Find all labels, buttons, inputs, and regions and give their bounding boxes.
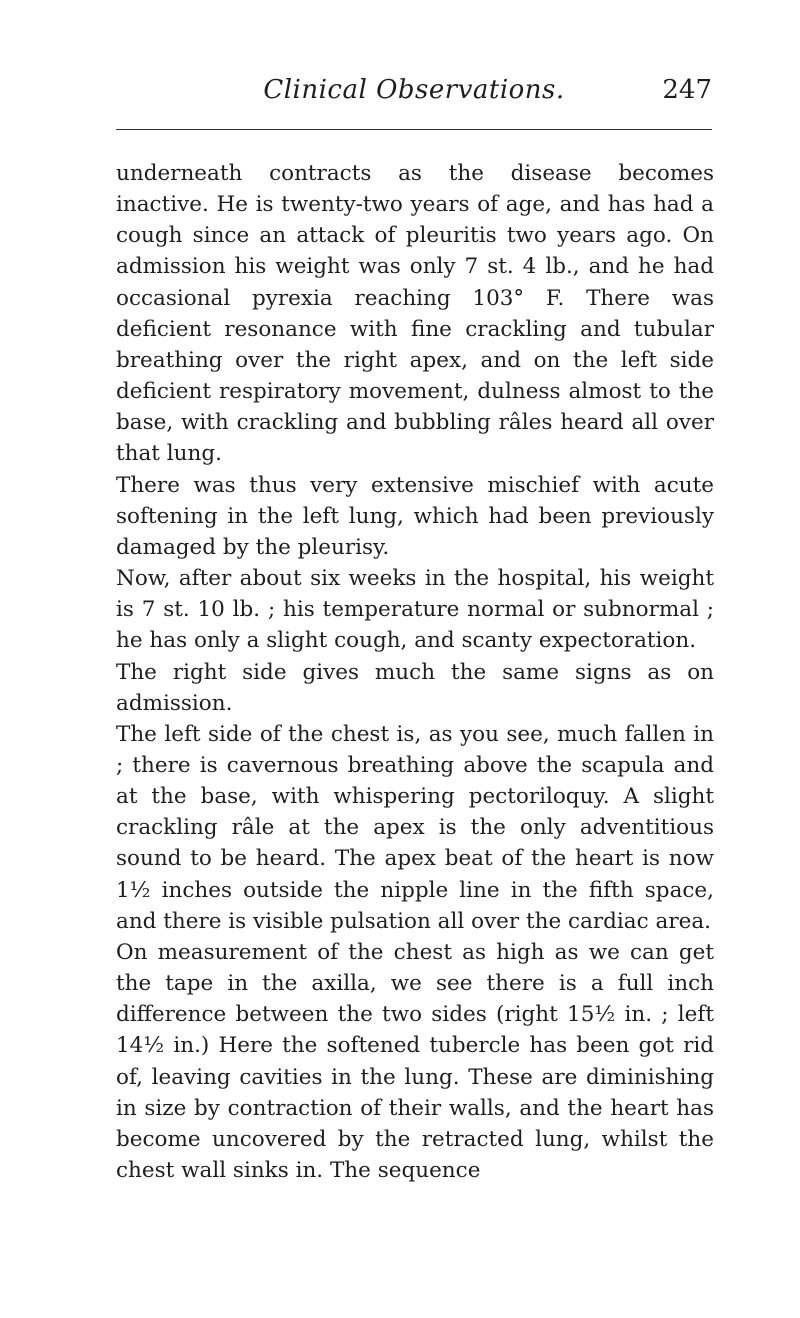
body-text <box>116 158 714 1186</box>
paragraph: On measurement of the chest as high as we can get the tape in the axilla, we see there is a full inch difference between the two sides (right 15½ in. ; left 14½ in.) Here the softened tubercle has been got rid of, leaving cavities in the lung. These are diminishing in size by contraction of their walls, and the heart has become uncovered by the retracted lung, whilst the chest wall sinks in. The sequence <box>116 939 714 1183</box>
paragraph: underneath contracts as the disease becomes inactive. He is twenty-two years of age, and has had a cough since an attack of pleuritis two years ago. On admission his weight was only 7 st. 4 lb., and he had occasional pyrexia reaching 103° F. There was deficient resonance with fine crackling and tubular breathing over the right apex, and on the left side deficient respiratory movement, dulness almost to the base, with crackling and bubbling râles heard all over that lung. <box>116 161 714 467</box>
paragraph: Now, after about six weeks in the hospital, his weight is 7 st. 10 lb. ; his temperature normal or subnormal ; he has only a slight cough, and scanty expectoration. <box>116 566 714 654</box>
page-number: 247 <box>662 75 712 105</box>
paragraph: The left side of the chest is, as you see, much fallen in ; there is cavernous breathing above the scapula and at the base, with whispering pectoriloquy. A slight crackling râle at the apex is the only adventitious sound to be heard. The apex beat of the heart is now 1½ inches outside the nipple line in the fifth space, and there is visible pulsation all over the cardiac area. <box>116 721 714 934</box>
paragraph: There was thus very extensive mischief with acute softening in the left lung, which had been previously damaged by the pleurisy. <box>116 472 714 560</box>
paragraph: The right side gives much the same signs as on admission. <box>116 659 714 716</box>
running-title: Clinical Observations. <box>263 75 565 105</box>
header-rule <box>116 129 712 130</box>
running-head <box>116 70 712 110</box>
